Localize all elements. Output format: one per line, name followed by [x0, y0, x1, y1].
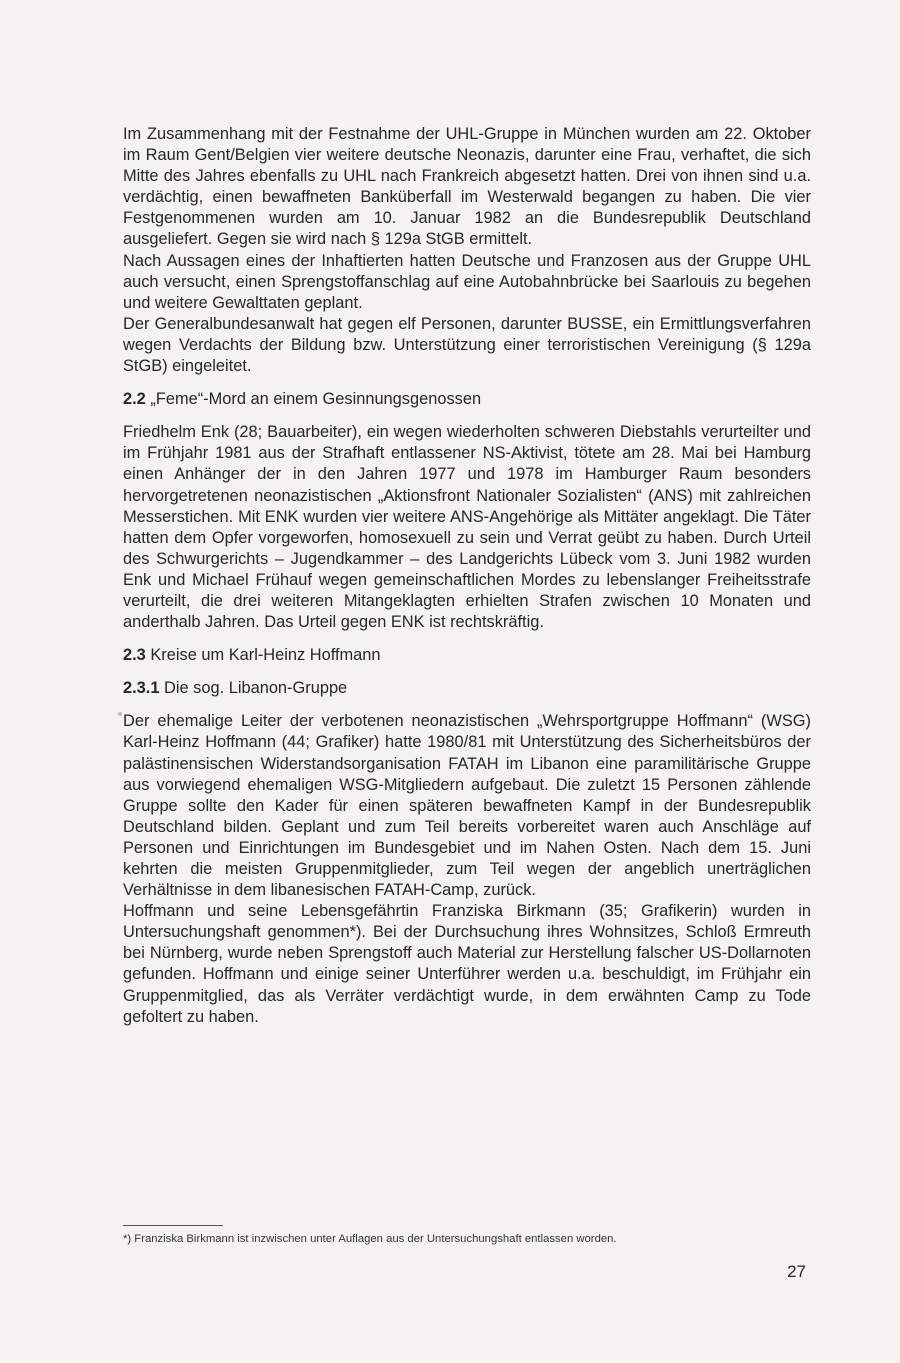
paragraph-feme-mord: Friedhelm Enk (28; Bauarbeiter), ein wegen wiederholten schweren Diebstahls verurteilter und im Frühjahr 1981 aus der Strafhaft entlassener NS-Aktivist, tötete am 28. Mai bei Hamburg einen Anhänger der in den Jahren 1977 und 1978 im Hamburger Raum besonders hervorgetretenen neonazistischen „Aktionsfront Nationaler Sozialisten“ (ANS) mit zahlreichen Messerstichen. Mit ENK wurden vier weitere ANS-Angehörige als Mittäter angeklagt. Die Täter hatten dem Opfer vorgeworfen, homosexuell zu sein und Verrat geübt zu haben. Durch Urteil des Schwurgerichts – Jugendkammer – des Landgerichts Lübeck vom 3. Juni 1982 wurden Enk und Michael Frühauf wegen gemeinschaftlichen Mordes zu lebenslanger Freiheitsstrafe verurteilt, die drei weiteren Mitangeklagten erhielten Strafen zwischen 10 Monaten und anderthalb Jahren. Das Urteil gegen ENK ist rechtskräftig. [123, 423, 811, 632]
heading-number: 2.2 [123, 390, 146, 409]
paragraph-investigation: Der Generalbundesanwalt hat gegen elf Personen, darunter BUSSE, ein Ermittlungsverfahren wegen Verdachts der Bildung bzw. Unterstützung einer terroristischen Vereinigung (§ 129a StGB) eingeleitet. [123, 314, 811, 376]
paragraph-hoffmann-arrest: Hoffmann und seine Lebensgefährtin Franziska Birkmann (35; Grafikerin) wurden in Untersuchungshaft genommen*). Bei der Durchsuchung ihres Wohnsitzes, Schloß Ermreuth bei Nürnberg, wurde neben Sprengstoff auch Material zur Herstellung falscher US-Dollarnoten gefunden. Hoffmann und einige seiner Unterführer werden u.a. beschuldigt, im Frühjahr ein Gruppenmitglied, das als Verräter verdächtigt wurde, in dem erwähnten Camp zu Tode gefoltert zu haben. [123, 902, 811, 1026]
footnote: *) Franziska Birkmann ist inzwischen unter Auflagen aus der Untersuchungshaft entlassen worden. [123, 1233, 617, 1245]
heading-title: Die sog. Libanon-Gruppe [164, 679, 348, 698]
page-number: 27 [787, 1262, 806, 1281]
paragraph-libanon-gruppe: Der ehemalige Leiter der verbotenen neonazistischen „Wehrsportgruppe Hoffmann“ (WSG) Karl-Heinz Hoffmann (44; Grafiker) hatte 1980/81 mit Unterstützung des Sicherheitsbüros der palästinensischen Widerstandsorganisation FATAH im Libanon eine paramilitärische Gruppe aus vorwiegend ehemaligen WSG-Mitgliedern aufgebaut. Die zuletzt 15 Personen zählende Gruppe sollte den Kader für einen späteren bewaffneten Kampf in der Bundesrepublik Deutschland bilden. Geplant und zum Teil bereits vorbereitet waren auch Anschläge auf Personen und Einrichtungen im Bundesgebiet und im Nahen Osten. Nach dem 15. Juni kehrten die meisten Gruppenmitglieder, zum Teil wegen der angeblich unerträglichen Verhältnisse in dem libanesischen FATAH-Camp, zurück. [123, 712, 811, 900]
scan-speck [118, 712, 122, 716]
heading-title: „Feme“-Mord an einem Gesinnungsgenossen [150, 390, 482, 409]
heading-number: 2.3.1 [123, 679, 160, 698]
heading-2-3 [123, 645, 811, 666]
paragraph-saarlouis-plan: Nach Aussagen eines der Inhaftierten hatten Deutsche und Franzosen aus der Gruppe UHL auch versucht, einen Sprengstoffanschlag auf eine Autobahnbrücke bei Saarlouis zu begehen und weitere Gewalttaten geplant. [123, 251, 811, 312]
heading-title: Kreise um Karl-Heinz Hoffmann [150, 646, 381, 665]
heading-number: 2.3 [123, 646, 146, 665]
footnote-rule [123, 1225, 223, 1226]
body-text [123, 124, 811, 1028]
heading-2-3-1 [123, 678, 811, 699]
paragraph-uhl-arrests: Im Zusammenhang mit der Festnahme der UHL-Gruppe in München wurden am 22. Oktober im Raum Gent/Belgien vier weitere deutsche Neonazis, darunter eine Frau, verhaftet, die sich Mitte des Jahres ebenfalls zu UHL nach Frankreich abgesetzt hatten. Drei von ihnen sind u.a. verdächtig, einen bewaffneten Banküberfall im Westerwald begangen zu haben. Die vier Festgenommenen wurden am 10. Januar 1982 an die Bundesrepublik Deutschland ausgeliefert. Gegen sie wird nach § 129a StGB ermittelt. [123, 125, 811, 249]
heading-2-2 [123, 389, 811, 410]
